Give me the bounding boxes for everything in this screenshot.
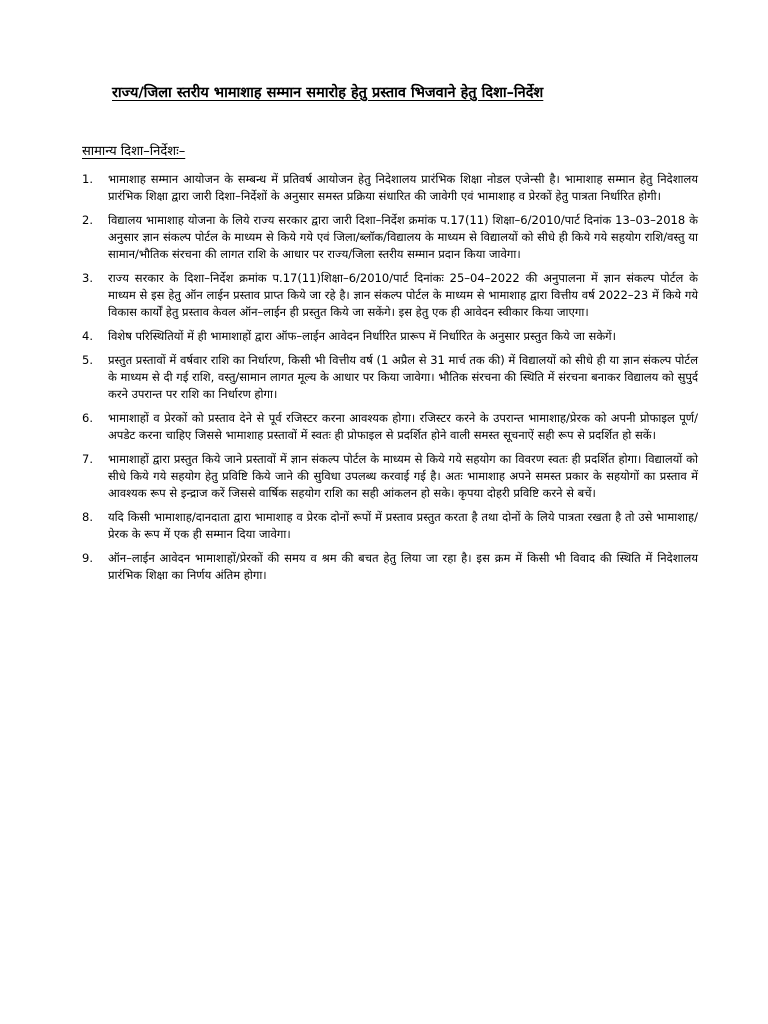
list-item-text: प्रस्तुत प्रस्तावों में वर्षवार राशि का निर्धारण, किसी भी वित्तीय वर्ष (1 अप्रैल से 31 मार्च तक की) में विद्यालयों को सीधे ही या ज्ञान संकल्प पोर्टल के माध्यम से दी गई राशि, वस्तु/सामान लागत मूल्य के आधार पर किया जावेगा। भौतिक संरचना की स्थिति में संरचना बनाकर विद्यालय को सुपुर्द करने उपरान्त पर राशि का निर्धारण होगा। [108, 353, 698, 401]
list-item-number: 3. [82, 271, 93, 285]
list-item-number: 7. [82, 452, 93, 466]
list-item-number: 2. [82, 213, 93, 227]
guidelines-list [82, 171, 698, 584]
list-item [82, 509, 698, 543]
list-item-number: 6. [82, 411, 93, 425]
list-item [82, 212, 698, 263]
list-item-number: 5. [82, 353, 93, 367]
list-item-text: भामाशाह सम्मान आयोजन के सम्बन्ध में प्रतिवर्ष आयोजन हेतु निदेशालय प्रारंभिक शिक्षा नोडल एजेन्सी है। भामाशाह सम्मान हेतु निदेशालय प्रारंभिक शिक्षा द्वारा जारी दिशा–निर्देशों के अनुसार समस्त प्रक्रिया संधारित की जावेगी एवं भामाशाह व प्रेरकों हेतु पात्रता निर्धारित होगी। [108, 172, 698, 203]
list-item-text: ऑन–लाईन आवेदन भामाशाहों/प्रेरकों की समय व श्रम की बचत हेतु लिया जा रहा है। इस क्रम में किसी भी विवाद की स्थिति में निदेशालय प्रारंभिक शिक्षा का निर्णय अंतिम होगा। [108, 551, 698, 582]
section-heading: सामान्य दिशा–निर्देशः– [82, 144, 186, 159]
list-item-text: भामाशाहों व प्रेरकों को प्रस्ताव देने से पूर्व रजिस्टर करना आवश्यक होगा। रजिस्टर करने के उपरान्त भामाशाह/प्रेरक को अपनी प्रोफाइल पूर्ण/अपडेट करना चाहिए जिससे भामाशाह प्रस्तावों में स्वतः ही प्रोफाइल से प्रदर्शित होने वाली समस्त सूचनाऐं सही रूप से प्रदर्शित हो सकें। [108, 411, 698, 442]
list-item [82, 410, 698, 444]
list-item [82, 550, 698, 584]
list-item-text: विशेष परिस्थितियों में ही भामाशाहों द्वारा ऑफ–लाईन आवेदन निर्धारित प्रारूप में निर्धारित के अनुसार प्रस्तुत किये जा सकेगें। [108, 329, 616, 343]
list-item [82, 270, 698, 321]
list-item-text: विद्यालय भामाशाह योजना के लिये राज्य सरकार द्वारा जारी दिशा–निर्देश क्रमांक प.17(11) शिक्षा–6/2010/पार्ट दिनांक 13–03–2018 के अनुसार ज्ञान संकल्प पोर्टल के माध्यम से किये गये एवं जिला/ब्लॉक/विद्यालय के माध्यम से विद्यालयों को सीधे ही किये गये सहयोग राशि/वस्तु या सामान/भौतिक संरचना की लागत राशि के आधार पर राज्य/जिला स्तरीय सम्मान प्रदान किया जावेगा। [108, 213, 698, 261]
list-item [82, 328, 698, 345]
list-item-text: राज्य सरकार के दिशा–निर्देश क्रमांक प.17(11)शिक्षा–6/2010/पार्ट दिनांकः 25–04–2022 की अनुपालना में ज्ञान संकल्प पोर्टल के माध्यम से इस हेतु ऑन लाईन प्रस्ताव प्राप्त किये जा रहे है। ज्ञान संकल्प पोर्टल के माध्यम से भामाशाह द्वारा वित्तीय वर्ष 2022–23 में किये गये विकास कार्यों हेतु प्रस्ताव केवल ऑन–लाईन ही प्रस्तुत किये जा सकेंगे। इस हेतु एक ही आवेदन स्वीकार किया जाएगा। [108, 271, 698, 319]
list-item-text: भामाशाहों द्वारा प्रस्तुत किये जाने प्रस्तावों में ज्ञान संकल्प पोर्टल के माध्यम से किये गये सहयोग का विवरण स्वतः ही प्रदर्शित होगा। विद्यालयों को सीधे किये गये सहयोग हेतु प्रविष्टि किये जाने की सुविधा उपलब्ध करवाई गई है। अतः भामाशाह अपने समस्त प्रकार के सहयोगों का प्रस्ताव में आवश्यक रूप से इन्द्राज करें जिससे वार्षिक सहयोग राशि का सही आंकलन हो सके। कृपया दोहरी प्रविष्टि करने से बचें। [108, 452, 698, 500]
list-item-number: 9. [82, 551, 93, 565]
list-item-number: 1. [82, 172, 93, 186]
list-item-text: यदि किसी भामाशाह/दानदाता द्वारा भामाशाह व प्रेरक दोनों रूपों में प्रस्ताव प्रस्तुत करता है तथा दोनों के लिये पात्रता रखता है तो उसे भामाशाह/प्रेरक के रूप में एक ही सम्मान दिया जावेगा। [108, 510, 698, 541]
list-item [82, 352, 698, 403]
document-title: राज्य/जिला स्तरीय भामाशाह सम्मान समारोह हेतु प्रस्ताव भिजवाने हेतु दिशा–निर्देश [112, 85, 544, 101]
list-item [82, 171, 698, 205]
list-item-number: 4. [82, 329, 93, 343]
list-item-number: 8. [82, 510, 93, 524]
list-item [82, 451, 698, 502]
